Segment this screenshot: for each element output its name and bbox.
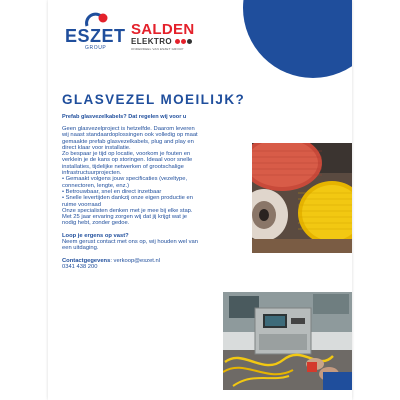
eszet-group-label: GROUP: [85, 45, 107, 51]
body-line: infrastructuurprojecten.: [62, 170, 122, 177]
cable-spools-photo: [252, 143, 352, 253]
help-line: een uitdaging.: [62, 245, 99, 252]
decorative-blue-circle: [243, 0, 352, 78]
bullet-line: • Betrouwbaar, snel en direct inzetbaar: [62, 188, 162, 195]
help-heading: Loop je ergens op vast?: [62, 232, 129, 239]
body-line: installaties, tijdelijke netwerken of grootschalige: [62, 163, 184, 170]
salden-elektro-logo: [131, 22, 194, 51]
body-line: Zo bespaar je tijd op locatie, voorkom je fouten en: [62, 151, 191, 158]
body-line: Met 25 jaar ervaring zorgen wij dat jij krijgt wat je: [62, 214, 188, 221]
body-text: [62, 126, 258, 270]
contact-email[interactable]: : verkoop@eszet.nl: [110, 257, 161, 264]
help-line: Neem gerust contact met ons op, wij houden wel van: [62, 239, 198, 246]
cable-machine-photo: [223, 292, 352, 390]
salden-sub-label: ONDERDEEL VAN ESZET GROUP: [131, 47, 184, 51]
eszet-wordmark: ESZET: [65, 26, 126, 46]
body-line: nodig hebt, zonder gedoe.: [62, 220, 130, 227]
contact-phone[interactable]: 0341 438 200: [62, 263, 98, 270]
subtitle: Prefab glasvezelkabels? Dat regelen wij voor u: [62, 114, 187, 120]
body-line: Geen glasvezelproject is hetzelfde. Daarom leveren: [62, 126, 195, 132]
headline: GLASVEZEL MOEILIJK?: [62, 92, 246, 107]
bullet-line: ruime voorraad: [62, 201, 101, 208]
bullet-line: • Snelle levertijden dankzij onze eigen productie en: [62, 195, 193, 202]
flyer-page: [48, 0, 352, 400]
body-line: Onze specialisten denken met je mee bij elke stap.: [62, 207, 193, 214]
body-line: direct klaar voor installatie.: [62, 144, 131, 151]
bullet-line: connectoren, lengte, enz.): [62, 182, 130, 189]
body-line: verklein je de kans op storingen. Ideaal voor snelle: [62, 157, 193, 164]
logo-dots-icon: [174, 39, 192, 44]
elektro-wordmark: ELEKTRO: [131, 37, 173, 46]
body-line: gemaakte prefab glasvezelkabels, plug and play en: [62, 138, 194, 145]
bullet-line: • Gemaakt volgens jouw specificaties (vezeltype,: [62, 176, 188, 183]
body-line: wij naast standaardoplossingen ook volledig op maat: [62, 132, 198, 139]
contact-label: Contactgegevens: [62, 257, 111, 264]
eszet-logo: [65, 12, 126, 51]
salden-wordmark: SALDEN: [131, 21, 195, 38]
